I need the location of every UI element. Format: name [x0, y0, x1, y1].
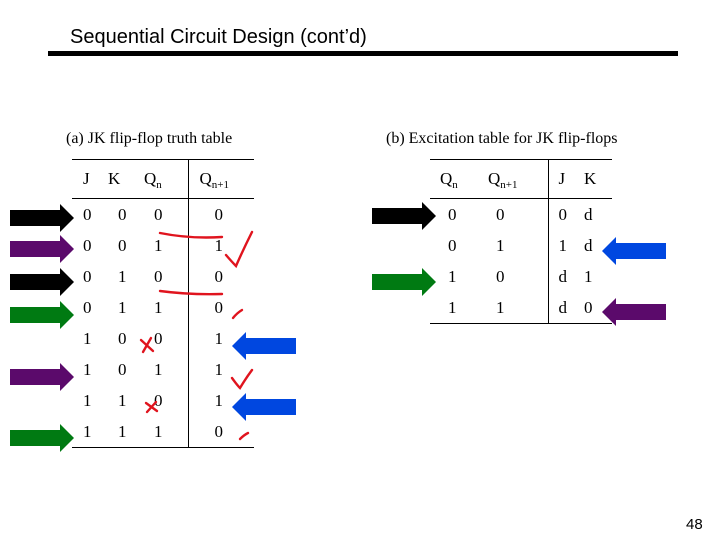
header-j: J: [83, 169, 90, 188]
arrow-right-icon: [10, 268, 74, 296]
arrow-left-icon: [232, 393, 296, 421]
table-cell: 0: [496, 266, 505, 286]
table-cell: d: [584, 204, 593, 224]
table-cell: 0: [83, 235, 92, 255]
table-cell: 0: [83, 297, 92, 317]
table-cell: 1: [548, 230, 584, 261]
arrow-right-icon: [10, 204, 74, 232]
table-cell: 0: [188, 261, 254, 292]
page-number: 48: [686, 516, 703, 533]
table-cell: 0: [188, 416, 254, 448]
table-cell: 1: [476, 292, 548, 324]
header-qn1: $Q_{n+1}$: [188, 160, 254, 199]
table-cell: 1: [584, 266, 593, 286]
table-cell: 0: [584, 292, 612, 324]
table-cell: 0: [154, 390, 163, 410]
table-cell: 0: [548, 199, 584, 231]
table-cell: 1: [154, 235, 163, 255]
tick-mark: [233, 310, 242, 318]
table-cell: d: [548, 261, 584, 292]
table-cell: 1: [118, 297, 127, 317]
cross-icon: [146, 402, 157, 412]
arrow-right-icon: [372, 202, 436, 230]
table-cell: 0: [83, 204, 92, 224]
table-cell: d: [548, 292, 584, 324]
arrow-right-icon: [10, 235, 74, 263]
table-cell: 0: [118, 204, 127, 224]
cross-icon: [141, 338, 153, 352]
table-cell: 1: [72, 416, 108, 448]
checkmark-icon: [226, 232, 252, 266]
table-cell: 1: [188, 323, 254, 354]
table-cell: 1: [448, 266, 457, 286]
table-cell: 1: [496, 235, 505, 255]
table-cell: 1: [154, 359, 163, 379]
header-qn1: $Q_{n+1}$: [488, 169, 518, 191]
arrow-left-icon: [602, 237, 666, 265]
table-cell: 1: [188, 385, 254, 416]
table-cell: 0: [188, 199, 254, 231]
arrow-left-icon: [232, 332, 296, 360]
arrow-right-icon: [10, 424, 74, 452]
table-cell: 1: [108, 416, 144, 448]
truth-table-caption: (a) JK flip-flop truth table: [66, 130, 233, 147]
table-cell: 1: [83, 328, 92, 348]
header-k: K: [108, 169, 121, 188]
arrow-left-icon: [602, 298, 666, 326]
arrow-right-icon: [372, 268, 436, 296]
checkmark-icon: [232, 370, 252, 388]
tick-mark: [240, 433, 248, 439]
table-cell: 0: [118, 359, 127, 379]
table-cell: 1: [430, 292, 476, 324]
slide-title: Sequential Circuit Design (cont’d): [70, 26, 367, 48]
table-cell: 1: [118, 390, 127, 410]
table-cell: 1: [83, 359, 92, 379]
table-cell: 1: [83, 390, 92, 410]
table-cell: 1: [154, 297, 163, 317]
header-qn: $Q_n$: [440, 169, 458, 191]
header-k: K: [584, 169, 597, 188]
table-cell: 1: [118, 266, 127, 286]
table-cell: d: [584, 235, 593, 255]
table-cell: 1: [188, 354, 254, 385]
table-cell: 0: [496, 204, 505, 224]
table-cell: 1: [188, 230, 254, 261]
table-cell: 0: [83, 266, 92, 286]
table-cell: 0: [154, 328, 163, 348]
table-cell: 0: [154, 266, 163, 286]
table-cell: 0: [448, 204, 457, 224]
table-cell: 0: [118, 328, 127, 348]
header-j: J: [548, 160, 584, 199]
underline-mark: [160, 233, 222, 238]
table-cell: 0: [188, 292, 254, 323]
table-cell: 0: [118, 235, 127, 255]
table-cell: 0: [154, 204, 163, 224]
arrow-right-icon: [10, 363, 74, 391]
table-cell: 0: [448, 235, 457, 255]
table-cell: 1: [144, 416, 188, 448]
excitation-table-caption: (b) Excitation table for JK flip-flops: [386, 130, 618, 147]
arrow-right-icon: [10, 301, 74, 329]
header-qn: $Q_n$: [144, 169, 162, 191]
underline-mark: [160, 291, 222, 294]
